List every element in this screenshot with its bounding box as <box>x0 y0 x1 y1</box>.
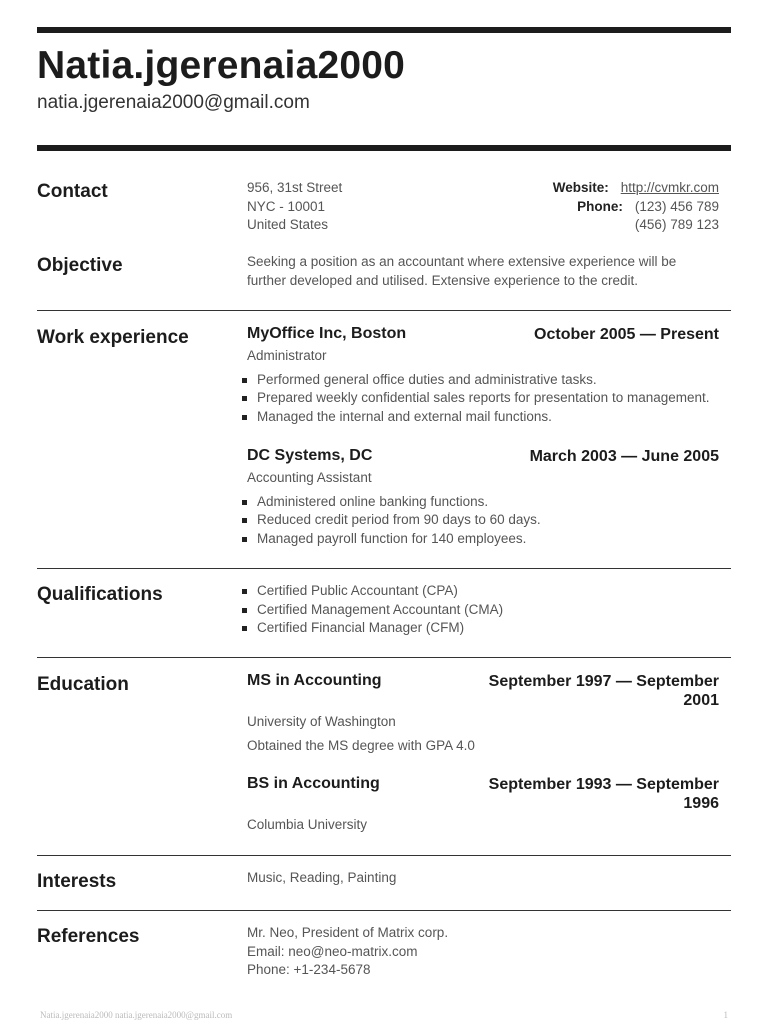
list-item: Certified Management Accountant (CMA) <box>247 601 719 620</box>
education-title: Education <box>37 674 129 695</box>
section-divider <box>37 310 731 311</box>
list-item: Prepared weekly confidential sales reports for presentation to management. <box>247 389 719 408</box>
section-divider <box>37 657 731 658</box>
address-line: 956, 31st Street <box>247 180 343 195</box>
phone-number: (123) 456 789 <box>634 198 719 214</box>
degree-name: BS in Accounting <box>247 775 380 792</box>
degree-date: September 1993 — September 1996 <box>488 776 719 812</box>
reference-line: Email: neo@neo-matrix.com <box>247 943 418 959</box>
job-company: MyOffice Inc, Boston <box>247 325 407 342</box>
section-divider <box>37 910 731 911</box>
address-line: NYC - 10001 <box>247 198 326 214</box>
reference-line: Mr. Neo, President of Matrix corp. <box>247 925 449 940</box>
contact-title: Contact <box>37 181 108 202</box>
list-item: Certified Public Accountant (CPA) <box>247 582 719 601</box>
job-date: March 2003 — June 2005 <box>529 448 719 465</box>
section-divider <box>37 855 731 856</box>
interests-text: Music, Reading, Painting <box>247 870 397 885</box>
list-item: Managed the internal and external mail functions. <box>247 408 719 427</box>
top-rule <box>37 27 731 33</box>
contact-details <box>553 179 719 235</box>
website-link[interactable]: http://cvmkr.com <box>620 180 719 195</box>
degree-note: Obtained the MS degree with GPA 4.0 <box>247 737 475 753</box>
section-divider <box>37 568 731 569</box>
degree-name: MS in Accounting <box>247 672 382 689</box>
objective-line: further developed and utilised. Extensive experience to the credit. <box>247 272 638 288</box>
degree-entry <box>247 672 719 755</box>
degree-school: University of Washington <box>247 714 396 729</box>
interests-title: Interests <box>37 871 117 892</box>
job-bullets <box>247 493 719 549</box>
list-item: Managed payroll function for 140 employees. <box>247 530 719 549</box>
job-entry <box>247 325 719 426</box>
job-date: October 2005 — Present <box>534 326 719 343</box>
qualifications-list <box>247 582 719 638</box>
degree-school: Columbia University <box>247 817 368 832</box>
reference-line: Phone: +1-234-5678 <box>247 962 371 978</box>
qualifications-body <box>247 582 719 638</box>
job-role: Administrator <box>247 348 327 363</box>
list-item: Performed general office duties and administrative tasks. <box>247 371 719 390</box>
degree-date: September 1997 — September 2001 <box>488 673 719 709</box>
objective-text <box>247 253 719 290</box>
job-bullets <box>247 371 719 427</box>
degree-entry <box>247 775 719 835</box>
references-title: References <box>37 926 140 947</box>
list-item: Reduced credit period from 90 days to 60 days. <box>247 511 719 530</box>
candidate-email: natia.jgerenaia2000@gmail.com <box>37 92 310 113</box>
job-role: Accounting Assistant <box>247 470 372 485</box>
address-line: United States <box>247 217 329 233</box>
website-label: Website: <box>552 180 609 195</box>
list-item: Administered online banking functions. <box>247 493 719 512</box>
page-number: 1 <box>723 1010 728 1020</box>
qualifications-title: Qualifications <box>37 584 163 605</box>
job-company: DC Systems, DC <box>247 447 373 464</box>
header-rule <box>37 145 731 151</box>
job-entry <box>247 447 719 548</box>
objective-line: Seeking a position as an accountant where extensive experience will be <box>247 254 677 269</box>
phone-label: Phone: <box>577 198 623 214</box>
list-item: Certified Financial Manager (CFM) <box>247 619 719 638</box>
objective-title: Objective <box>37 255 123 276</box>
candidate-name: Natia.jgerenaia2000 <box>37 44 406 87</box>
work-title: Work experience <box>37 327 189 348</box>
references-text <box>247 924 719 980</box>
phone-number: (456) 789 123 <box>634 217 719 233</box>
page-footer: Natia.jgerenaia2000 natia.jgerenaia2000@gmail.com <box>40 1010 233 1020</box>
